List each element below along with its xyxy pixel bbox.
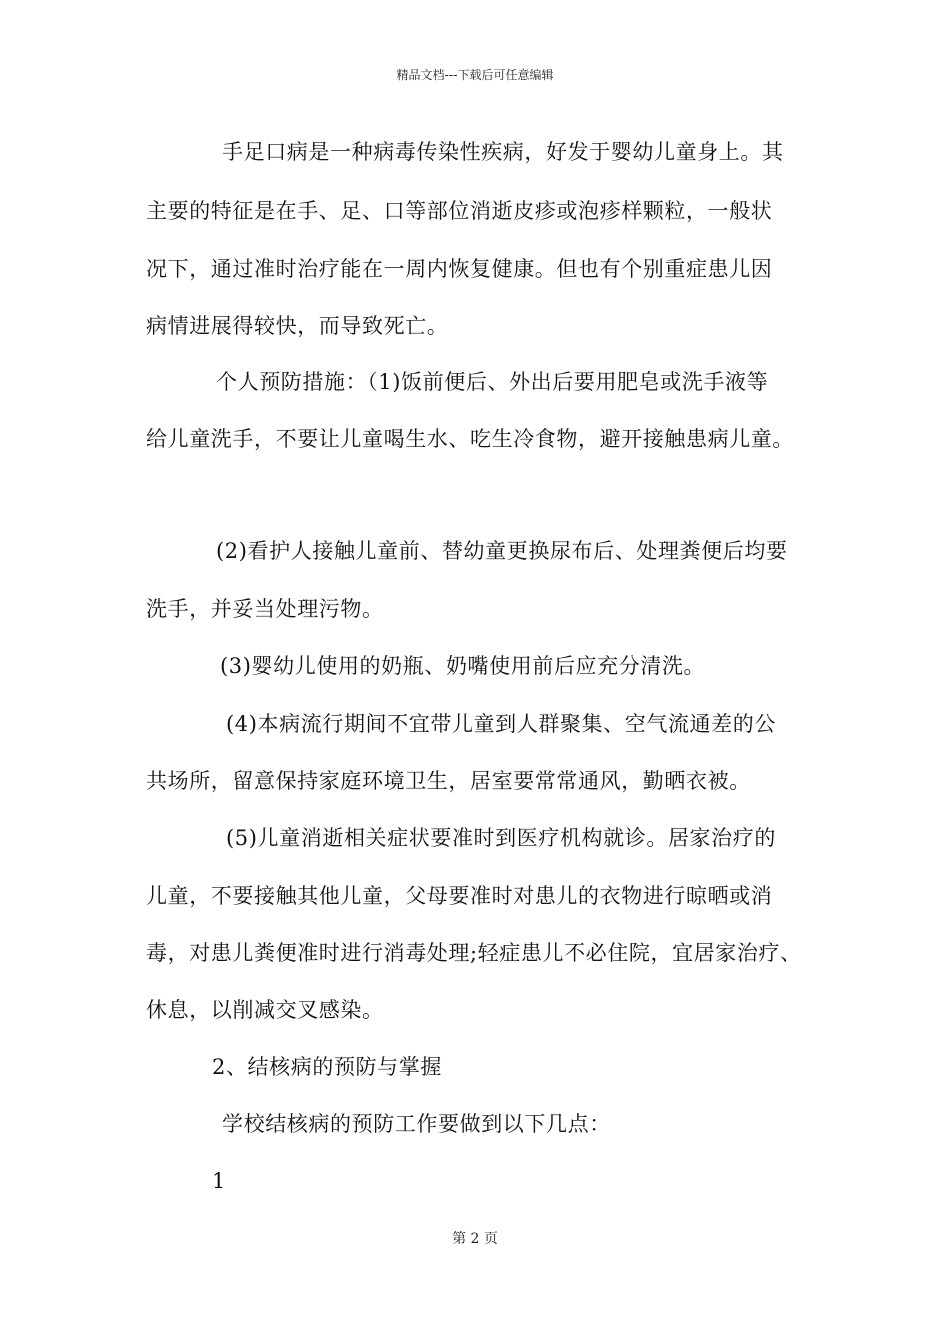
- list-item-number: 1: [212, 1169, 226, 1193]
- body-text-line: 给儿童洗手，不要让儿童喝生水、吃生冷食物，避开接触患病儿童。: [146, 427, 794, 451]
- body-text-line: 手足口病是一种病毒传染性疾病，好发于婴幼儿童身上。其: [222, 140, 784, 164]
- page-header: 精品文档---下载后可任意编辑: [396, 68, 554, 82]
- body-text-line: (5)儿童消逝相关症状要准时到医疗机构就诊。居家治疗的: [226, 826, 776, 850]
- body-text-line: 毒，对患儿粪便准时进行消毒处理;轻症患儿不必住院，宜居家治疗、: [146, 941, 802, 965]
- body-text-line: 洗手，并妥当处理污物。: [146, 597, 384, 621]
- page-number: 第 2 页: [452, 1231, 498, 1247]
- body-text-line: 共场所，留意保持家庭环境卫生，居室要常常通风，勤晒衣被。: [146, 769, 751, 793]
- body-text-line: 主要的特征是在手、足、口等部位消逝皮疹或泡疹样颗粒，一般状: [146, 199, 773, 223]
- section-heading: 2、结核病的预防与掌握: [212, 1055, 442, 1079]
- body-text-line: (4)本病流行期间不宜带儿童到人群聚集、空气流通差的公: [226, 712, 776, 736]
- body-text-line: 学校结核病的预防工作要做到以下几点：: [222, 1112, 611, 1136]
- body-text-line: (3)婴幼儿使用的奶瓶、奶嘴使用前后应充分清洗。: [220, 654, 706, 678]
- body-text-line: 休息，以削减交叉感染。: [146, 998, 384, 1022]
- body-text-line: (2)看护人接触儿童前、替幼童更换尿布后、处理粪便后均要: [216, 539, 788, 563]
- body-text-line: 病情进展得较快，而导致死亡。: [146, 314, 449, 338]
- body-text-line: 个人预防措施：（1)饭前便后、外出后要用肥皂或洗手液等: [216, 370, 769, 394]
- body-text-line: 儿童，不要接触其他儿童，父母要准时对患儿的衣物进行晾晒或消: [146, 884, 773, 908]
- body-text-line: 况下，通过准时治疗能在一周内恢复健康。但也有个别重症患儿因: [146, 257, 773, 281]
